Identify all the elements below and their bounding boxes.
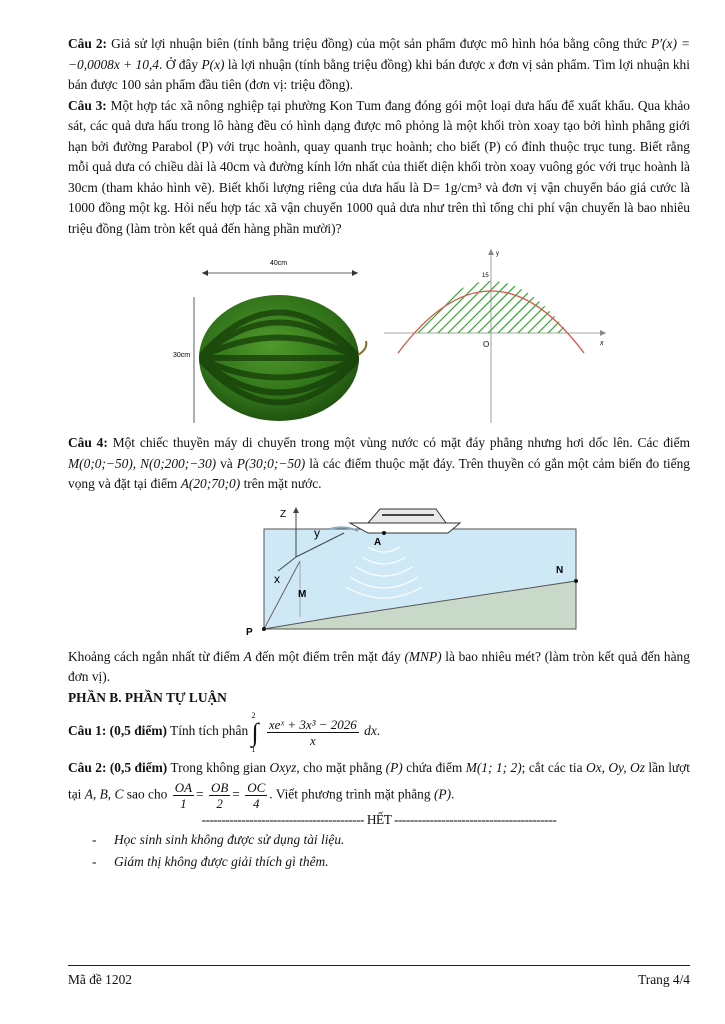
svg-text:Z: Z xyxy=(280,508,287,520)
question-4-prompt: Khoảng cách ngắn nhất từ điểm A đến một điểm trên mặt đáy (MNP) là bao nhiêu mét? (làm tròn kết quả đến hàng đơn vị). xyxy=(68,648,690,684)
svg-text:A: A xyxy=(374,536,382,548)
question-label: Câu 4: xyxy=(68,435,108,450)
boat-sonar-diagram xyxy=(68,505,690,635)
svg-text:O: O xyxy=(483,340,490,349)
parabola-graph xyxy=(384,249,638,423)
ratio-fraction: $\frac{OB}{2}$ xyxy=(210,780,229,811)
notes-list xyxy=(114,829,690,873)
formula: P′(x) = −0,0008x + 10,4 xyxy=(68,36,690,72)
svg-text:15: 15 xyxy=(482,273,489,279)
exam-page xyxy=(68,34,690,873)
essay-question-1: Câu 1: (0,5 điểm) Tính tích phân 2 ∫ 1 $\frac{\text{xeˣ + 3x³ − 2026}}{x}$ dx. xyxy=(68,711,381,754)
question-label: Câu 2: xyxy=(68,36,108,51)
question-3: Câu 3: Một hợp tác xã nông nghiệp tại phường Kon Tum đang đóng gói một loại dưa hấu để xuất khẩu. Qua khảo sát, các quả dưa hấu trong lô hàng đều có hình dạng được mô phỏng là một khối tròn xoay tạo bởi hình phẳng giới hạn bởi đường Parabol (P) với trục hoành, quay quanh trục hoành; cho biết (P) có đỉnh thuộc trục tung. Biết rằng mỗi quả dưa có chiều dài là 40cm và đường kính lớn nhất của thiết diện khối tròn xoay vuông góc với trục hoành là 30cm (tham khảo hình vẽ). Biết khối lượng riêng của dưa hấu là D= 1g/cm³ và đơn vị vận chuyển báo giá cước là 1000 đồng một kg. Hỏi nếu hợp tác xã vận chuyển 1000 quả dưa như trên thì tổng chi phí vận chuyển là bao nhiêu triệu đồng (làm tròn kết quả đến hàng phần mười)? xyxy=(68,97,690,236)
width-label: 40cm xyxy=(270,260,288,267)
page-number: Trang 4/4 xyxy=(638,972,690,987)
integral-sign: 2 ∫ 1 xyxy=(251,711,259,754)
question-2: Câu 2: Giả sử lợi nhuận biên (tính bằng triệu đồng) của một sản phẩm được mô hình hóa bằng công thức P′(x) = −0,0008x + 10,4. Ở đây P(x) là lợi nhuận (tính bằng triệu đồng) khi bán được x đơn vị sản phẩm. Tìm lợi nhuận khi bán được 100 sản phẩm đầu tiên (đơn vị: triệu đồng). xyxy=(68,36,690,92)
essay-question-2: Câu 2: (0,5 điểm) Trong không gian Oxyz, cho mặt phẳng (P) chứa điểm M(1; 1; 2); cắt các tia Ox, Oy, Oz lần lượt tại A, B, C sao cho $\frac{OA}{1}$ = $\frac{OB}{2}$ = $\frac{OC}{4}$ . Viết phương trình mặt phẳng (P). xyxy=(68,760,690,811)
watermelon-figure xyxy=(68,247,690,425)
ratio-fraction: $\frac{OA}{1}$ xyxy=(174,780,193,811)
list-item: - Học sinh sinh không được sử dụng tài liệu. xyxy=(114,829,690,851)
svg-text:x: x xyxy=(600,340,604,347)
svg-text:y: y xyxy=(496,251,499,257)
list-item: - Giám thị không được giải thích gì thêm. xyxy=(114,851,690,873)
point-a xyxy=(382,531,386,535)
end-marker: ----------------------------------------- HẾT ----------------------------------------- xyxy=(201,812,557,827)
watermelon-and-parabola xyxy=(68,247,690,425)
question-label: Câu 3: xyxy=(68,97,107,113)
svg-text:x: x xyxy=(274,571,280,586)
exam-code: Mã đề 1202 xyxy=(68,972,132,987)
svg-text:y: y xyxy=(314,525,320,540)
ratio-fraction: $\frac{OC}{4}$ xyxy=(247,780,266,811)
svg-text:P: P xyxy=(246,626,253,635)
question-4: Câu 4: Một chiếc thuyền máy di chuyển trong một vùng nước có mặt đáy phẳng nhưng hơi dốc lên. Các điểm M(0;0;−50), N(0;200;−30) và P(30;0;−50) là các điểm thuộc mặt đáy. Trên thuyền có gắn một cảm biến đo tiếng vọng và đặt tại điểm A(20;70;0) trên mặt nước. xyxy=(68,435,690,491)
part-b-heading: PHẦN B. PHẦN TỰ LUẬN xyxy=(68,689,227,705)
svg-text:M: M xyxy=(298,588,307,600)
boat-figure xyxy=(68,505,690,635)
svg-text:N: N xyxy=(556,564,564,576)
point-n xyxy=(574,579,578,583)
page-footer xyxy=(68,965,690,987)
point-p xyxy=(262,627,266,631)
height-label: 30cm xyxy=(173,352,191,359)
integrand-fraction: $\frac{\text{xeˣ + 3x³ − 2026}}{x}$ xyxy=(268,716,357,748)
